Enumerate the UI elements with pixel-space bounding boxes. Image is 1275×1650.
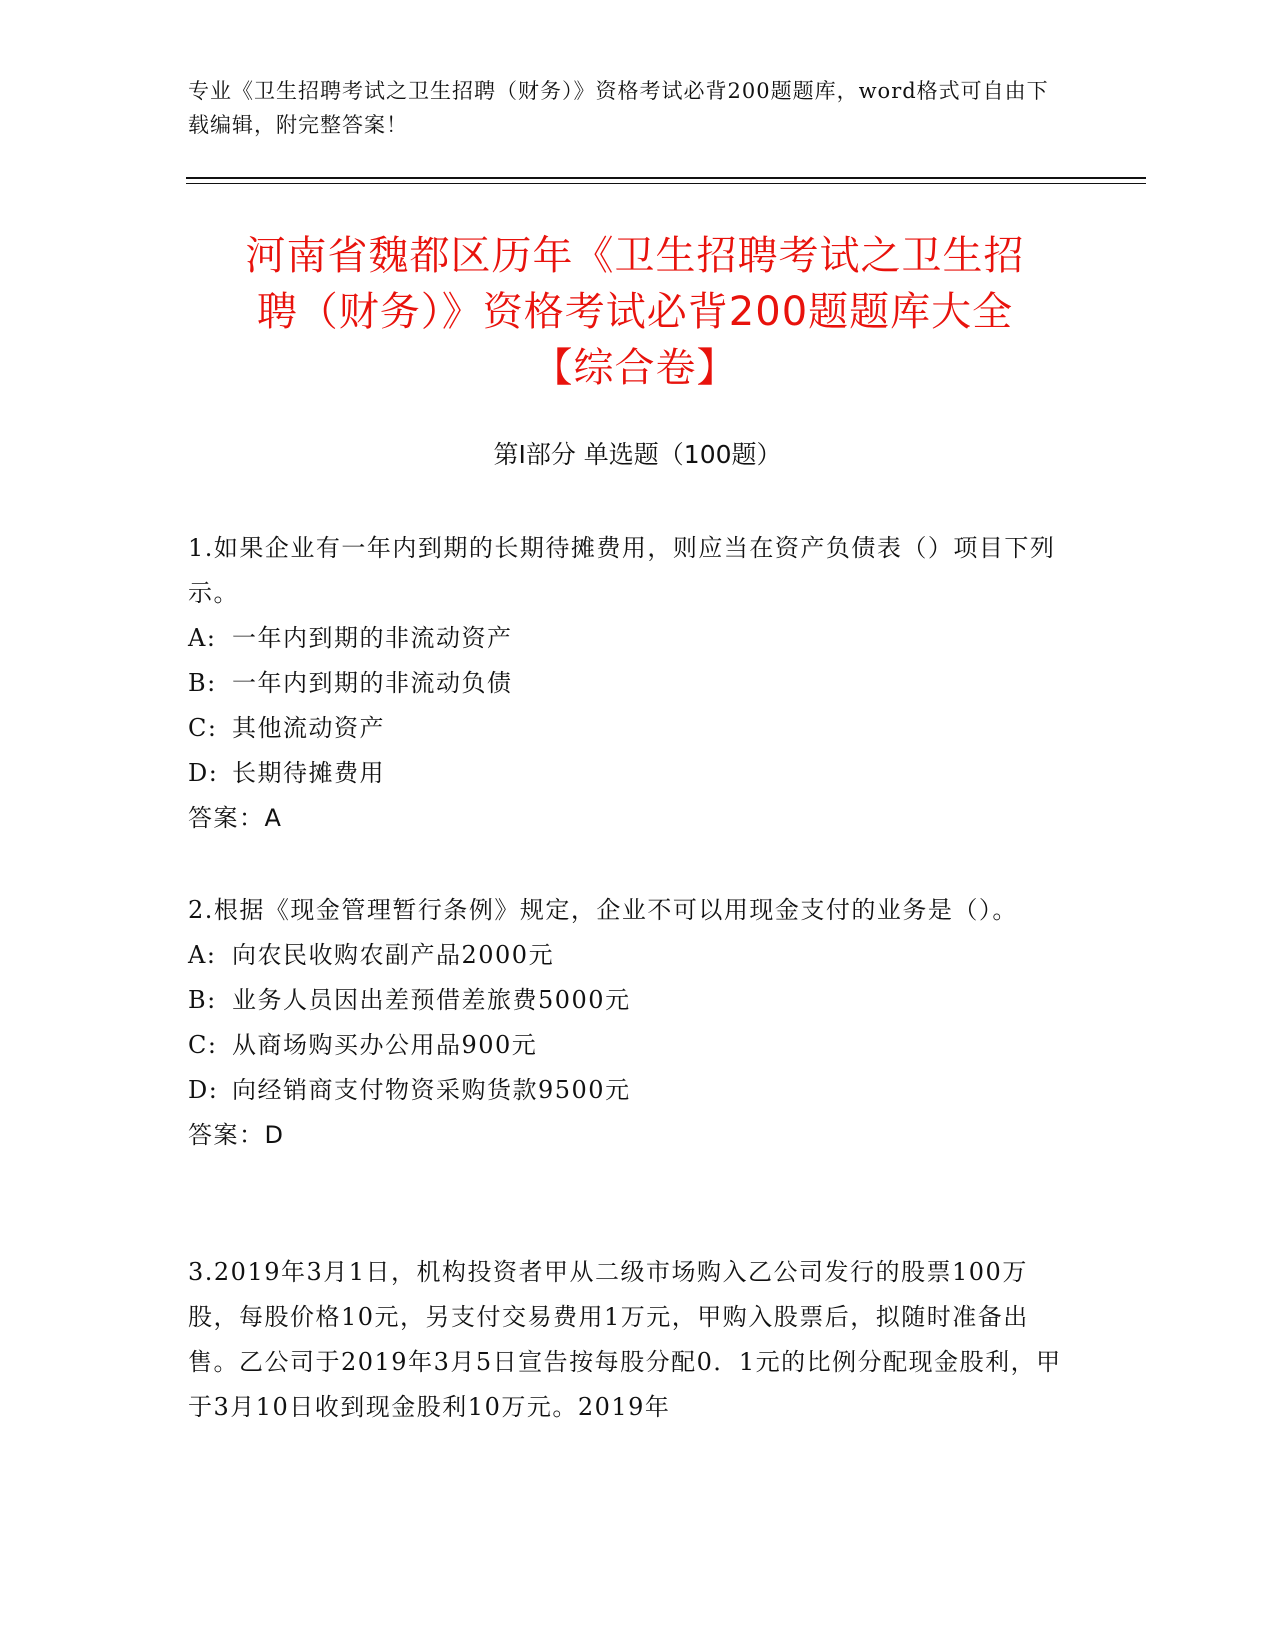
- option-text: 从商场购买办公用品900元: [232, 1031, 538, 1059]
- option-b: [188, 661, 1068, 706]
- option-text: 向农民收购农副产品2000元: [232, 941, 555, 969]
- question-stem: 2.根据《现金管理暂行条例》规定，企业不可以用现金支付的业务是（）。: [188, 896, 1018, 924]
- option-b: [188, 978, 1068, 1023]
- question-1: [188, 526, 1068, 841]
- option-letter: C:: [188, 714, 218, 742]
- option-text: 业务人员因出差预借差旅费5000元: [232, 986, 631, 1014]
- question-stem: 1.如果企业有一年内到期的长期待摊费用，则应当在资产负债表（）项目下列示。: [188, 534, 1056, 607]
- option-text: 一年内到期的非流动负债: [232, 669, 513, 697]
- option-a: [188, 933, 1068, 978]
- document-title: [190, 228, 1080, 396]
- option-letter: A:: [188, 624, 217, 652]
- option-text: 其他流动资产: [232, 714, 385, 742]
- question-stem: 3.2019年3月1日，机构投资者甲从二级市场购入乙公司发行的股票100万股，每股价格10元，另支付交易费用1万元，甲购入股票后，拟随时准备出售。乙公司于2019年3月5日宣告按每股分配0．1元的比例分配现金股利，甲于3月10日收到现金股利10万元。2019年: [188, 1258, 1062, 1421]
- option-letter: B:: [188, 669, 217, 697]
- option-letter: B:: [188, 986, 217, 1014]
- option-d: [188, 1068, 1068, 1113]
- option-text: 长期待摊费用: [232, 759, 385, 787]
- option-a: [188, 616, 1068, 661]
- option-letter: D:: [188, 759, 219, 787]
- option-text: 向经销商支付物资采购货款9500元: [232, 1076, 631, 1104]
- option-letter: C:: [188, 1031, 218, 1059]
- option-c: [188, 706, 1068, 751]
- answer-line: 答案：D: [188, 1121, 285, 1149]
- option-letter: D:: [188, 1076, 219, 1104]
- option-letter: A:: [188, 941, 217, 969]
- header-note: 专业《卫生招聘考试之卫生招聘（财务）》资格考试必背200题题库，word格式可自由下载编辑，附完整答案！: [188, 79, 1049, 137]
- section-heading: 第Ⅰ部分 单选题（100题）: [493, 440, 782, 469]
- title-line-1: 河南省魏都区历年《卫生招聘考试之卫生招: [245, 233, 1025, 279]
- header-divider-thin: [186, 183, 1146, 184]
- question-3: [188, 1250, 1068, 1430]
- option-d: [188, 751, 1068, 796]
- title-line-2: 聘（财务）》资格考试必背200题题库大全: [256, 289, 1014, 335]
- header-divider-thick: [186, 177, 1146, 179]
- option-c: [188, 1023, 1068, 1068]
- option-text: 一年内到期的非流动资产: [232, 624, 513, 652]
- title-line-3: 【综合卷】: [532, 345, 738, 391]
- question-2: [188, 888, 1068, 1158]
- answer-line: 答案：A: [188, 804, 283, 832]
